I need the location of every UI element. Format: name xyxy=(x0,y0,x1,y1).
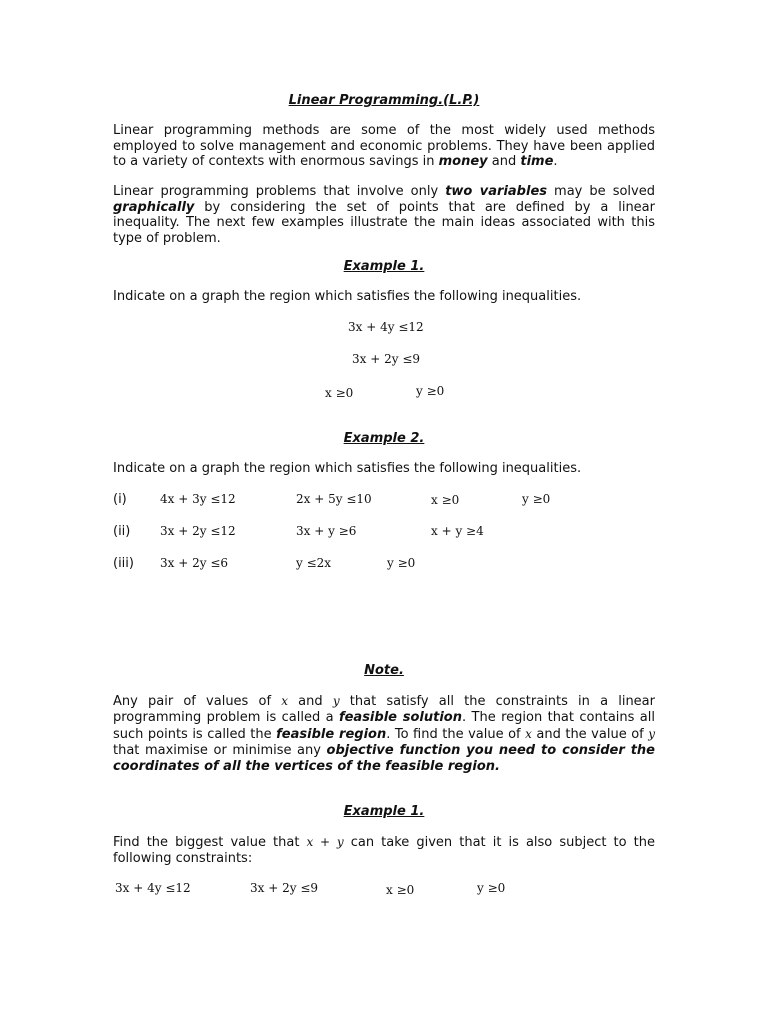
example-1b-inequality-2: 3x + 2y ≤9 xyxy=(250,881,319,895)
note-text-1: Any pair of values of xyxy=(113,694,282,709)
note-text-6: and the value of xyxy=(531,727,649,742)
note-text-5: . To find the value of xyxy=(386,727,526,742)
intro-p2-text-3: by considering the set of points that are defined by a linear inequality. The next few examples illustrate the main ideas associated with this type of problem. xyxy=(113,199,655,246)
example-2-row-iii-item-3: y ≥0 xyxy=(387,556,416,570)
example-2-row-iii-item-1: 3x + 2y ≤6 xyxy=(160,556,229,570)
intro-p2-text-2: may be solved xyxy=(547,184,655,199)
document-title: Linear Programming.(L.P.) xyxy=(288,93,480,108)
note-var-y-2: y xyxy=(648,727,655,741)
note-text-2: and xyxy=(288,694,333,709)
example-1b-instruction xyxy=(113,834,655,867)
example-2-row-i-item-4: y ≥0 xyxy=(522,492,551,506)
example-1b-heading: Example 1. xyxy=(343,804,425,819)
intro-paragraph-2 xyxy=(113,184,655,246)
intro-p2-bold-two-variables: two variables xyxy=(445,184,547,199)
example-1-inequality-2: 3x + 2y ≤9 xyxy=(352,352,421,366)
note-bold-objective-function: objective function you need to consider the coordinates of all the vertices of the feasible region. xyxy=(113,743,655,774)
note-bold-feasible-solution: feasible solution xyxy=(338,710,462,725)
note-var-x-1: x xyxy=(281,694,288,708)
example-2-instruction: Indicate on a graph the region which satisfies the following inequalities. xyxy=(113,461,582,476)
example-1b-inequality-4: y ≥0 xyxy=(477,881,506,895)
example-1b-text-2: can take given that it is also subject to the following constraints: xyxy=(113,835,655,866)
example-2-row-iii-item-2: y ≤2x xyxy=(296,556,332,570)
example-1-inequality-3: x ≥0 xyxy=(325,386,354,400)
example-2-row-i-item-1: 4x + 3y ≤12 xyxy=(160,492,236,506)
example-2-heading: Example 2. xyxy=(343,431,425,446)
example-1-instruction: Indicate on a graph the region which satisfies the following inequalities. xyxy=(113,289,582,304)
example-1-heading: Example 1. xyxy=(343,259,425,274)
example-2-row-ii-item-3: x + y ≥4 xyxy=(431,524,484,538)
example-2-row-i-item-2: 2x + 5y ≤10 xyxy=(296,492,372,506)
note-paragraph xyxy=(113,693,655,775)
note-bold-feasible-region: feasible region xyxy=(276,727,387,742)
example-2-row-ii-item-2: 3x + y ≥6 xyxy=(296,524,357,538)
note-var-x-2: x xyxy=(525,727,532,741)
example-1-inequality-1: 3x + 4y ≤12 xyxy=(348,320,424,334)
example-2-row-i-item-3: x ≥0 xyxy=(431,493,460,507)
example-1-inequality-4: y ≥0 xyxy=(416,384,445,398)
intro-p1-text-3: . xyxy=(553,154,558,169)
example-1b-inequality-1: 3x + 4y ≤12 xyxy=(115,881,191,895)
example-1b-inequality-3: x ≥0 xyxy=(386,883,415,897)
example-1b-text-1: Find the biggest value that xyxy=(113,835,307,850)
note-heading: Note. xyxy=(364,663,404,678)
intro-p1-text-2: and xyxy=(487,154,521,169)
note-text-4: . The region that contains all such points is called the xyxy=(113,710,655,742)
intro-p2-bold-graphically: graphically xyxy=(113,199,195,215)
intro-paragraph-1 xyxy=(113,123,655,170)
example-2-row-ii-label: (ii) xyxy=(113,524,131,539)
intro-p1-bold-time: time xyxy=(520,154,554,169)
example-2-row-iii-label: (iii) xyxy=(113,556,134,571)
example-2-row-ii-item-1: 3x + 2y ≤12 xyxy=(160,524,236,538)
intro-p1-bold-money: money xyxy=(438,154,488,169)
example-1b-expression: x + y xyxy=(306,835,344,849)
intro-p1-text-1: Linear programming methods are some of the most widely used methods employed to solve management and economic problems. They have been applied to a variety of contexts with enormous savings in xyxy=(113,123,655,169)
intro-p2-text-1: Linear programming problems that involve only xyxy=(113,184,446,199)
note-text-3: that satisfy all the constraints in a linear programming problem is called a xyxy=(113,694,655,725)
note-var-y-1: y xyxy=(332,694,340,708)
example-2-row-i-label: (i) xyxy=(113,492,127,507)
note-text-7: that maximise or minimise any xyxy=(113,743,327,758)
